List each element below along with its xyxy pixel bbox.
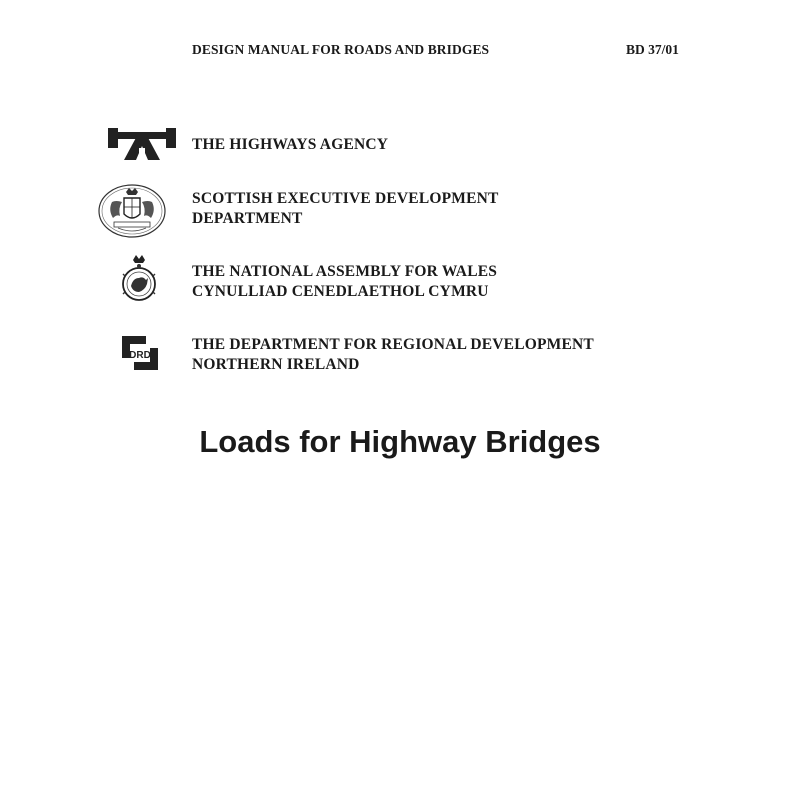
svg-text:DRD: DRD — [129, 350, 151, 361]
document-code: BD 37/01 — [626, 42, 679, 57]
welsh-badge-icon — [119, 254, 159, 311]
document-title: Loads for Highway Bridges — [199, 424, 601, 459]
org-line: CYNULLIAD CENEDLAETHOL CYMRU — [192, 283, 489, 300]
org-line: THE HIGHWAYS AGENCY — [192, 136, 389, 153]
org-line: THE DEPARTMENT FOR REGIONAL DEVELOPMENT — [192, 336, 594, 353]
org-line: DEPARTMENT — [192, 210, 303, 227]
manual-title: DESIGN MANUAL FOR ROADS AND BRIDGES — [192, 42, 490, 57]
org-line: NORTHERN IRELAND — [192, 356, 360, 373]
drd-logo-icon — [122, 336, 160, 377]
royal-coat-of-arms-icon — [98, 184, 166, 243]
org-line: SCOTTISH EXECUTIVE DEVELOPMENT — [192, 190, 499, 207]
highways-agency-logo-icon — [108, 128, 176, 165]
org-line: THE NATIONAL ASSEMBLY FOR WALES — [192, 263, 498, 280]
